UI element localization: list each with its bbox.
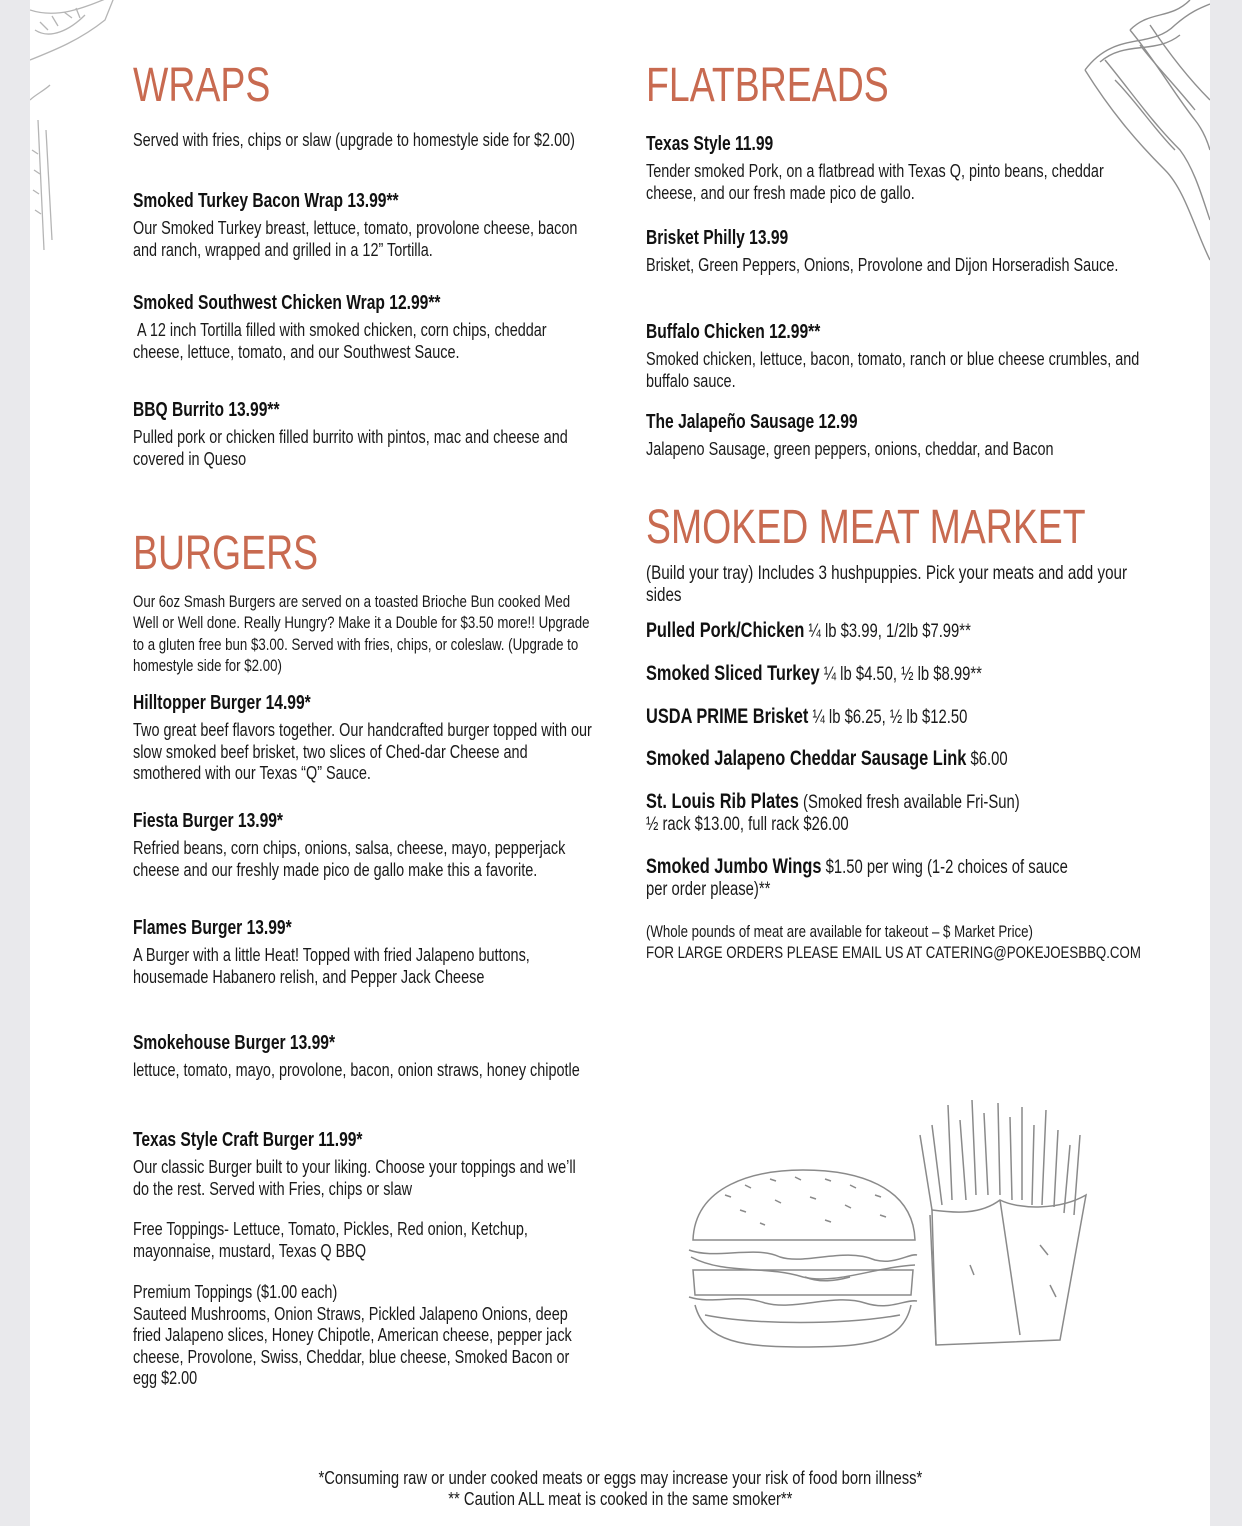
- menu-item: [133, 691, 592, 784]
- item-description: Two great beef flavors together. Our handcrafted burger topped with our slow smoked beef brisket, two slices of Ched-dar Cheese and smothered with our Texas “Q” Sauce.: [133, 719, 592, 783]
- item-name: Flames Burger 13.99*: [133, 917, 292, 939]
- premium-toppings: [133, 1281, 592, 1389]
- item-price: ¼ lb $3.99, 1/2lb $7.99**: [804, 621, 971, 642]
- fries-sketch-icon: [910, 1095, 1090, 1355]
- market-item: [646, 748, 1145, 771]
- market-item: [646, 856, 1145, 901]
- market-heading: SMOKED MEAT MARKET: [646, 501, 1086, 554]
- item-name: Smoked Jalapeno Cheddar Sausage Link: [646, 747, 967, 770]
- item-name: Pulled Pork/Chicken: [646, 619, 805, 642]
- wraps-heading: WRAPS: [133, 59, 271, 112]
- burgers-heading: BURGERS: [133, 527, 319, 580]
- item-price: $6.00: [966, 749, 1008, 770]
- premium-toppings-title: Premium Toppings ($1.00 each): [133, 1281, 338, 1302]
- market-intro: (Build your tray) Includes 3 hushpuppies. Pick your meats and add your sides: [646, 562, 1128, 606]
- item-description: Tender smoked Pork, on a flatbread with Texas Q, pinto beans, cheddar cheese, and our fresh made pico de gallo.: [646, 160, 1104, 203]
- item-name: Smokehouse Burger 13.99*: [133, 1032, 336, 1054]
- item-description: Our Smoked Turkey breast, lettuce, tomato, provolone cheese, bacon and ranch, wrapped and grilled in a 12” Tortilla.: [133, 217, 578, 260]
- item-price-line2: ½ rack $13.00, full rack $26.00: [646, 814, 849, 835]
- market-item: [646, 620, 1145, 643]
- market-item: [646, 791, 1145, 836]
- flatbreads-heading: FLATBREADS: [646, 59, 889, 112]
- item-name: Smoked Jumbo Wings: [646, 855, 822, 878]
- menu-item: [133, 916, 592, 987]
- item-description: Refried beans, corn chips, onions, salsa, cheese, mayo, pepperjack cheese and our freshly made pico de gallo make this a favorite.: [133, 837, 566, 880]
- menu-item: [646, 410, 1145, 460]
- market-note-catering: FOR LARGE ORDERS PLEASE EMAIL US AT CATERING@POKEJOESBBQ.COM: [646, 943, 1141, 962]
- item-description: Jalapeno Sausage, green peppers, onions, cheddar, and Bacon: [646, 438, 1054, 459]
- item-name: The Jalapeño Sausage 12.99: [646, 411, 858, 433]
- market-item: [646, 663, 1145, 686]
- footer-disclaimer: [30, 1467, 1210, 1510]
- item-name: Buffalo Chicken 12.99**: [646, 321, 821, 343]
- item-name: St. Louis Rib Plates: [646, 790, 799, 813]
- item-description: Pulled pork or chicken filled burrito with pintos, mac and cheese and covered in Queso: [133, 426, 568, 469]
- item-price: (Smoked fresh available Fri-Sun): [798, 792, 1020, 813]
- item-description: Our classic Burger built to your liking. Choose your toppings and we’ll do the rest. Served with Fries, chips or slaw: [133, 1156, 576, 1199]
- item-price-line2: per order please)**: [646, 879, 771, 900]
- menu-item: [646, 226, 1145, 276]
- market-notes: [646, 921, 1145, 963]
- item-name: Texas Style Craft Burger 11.99*: [133, 1129, 363, 1151]
- item-price: $1.50 per wing (1-2 choices of sauce: [821, 857, 1068, 878]
- item-description: Brisket, Green Peppers, Onions, Provolone and Dijon Horseradish Sauce.: [646, 254, 1119, 275]
- menu-page: [30, 0, 1210, 1526]
- item-name: USDA PRIME Brisket: [646, 705, 809, 728]
- item-name: Fiesta Burger 13.99*: [133, 810, 284, 832]
- item-description: A 12 inch Tortilla filled with smoked chicken, corn chips, cheddar cheese, lettuce, tomato, and our Southwest Sauce.: [133, 319, 551, 362]
- item-description: lettuce, tomato, mayo, provolone, bacon, onion straws, honey chipotle: [133, 1059, 580, 1080]
- menu-item: [133, 1031, 592, 1081]
- item-name: Smoked Turkey Bacon Wrap 13.99**: [133, 190, 399, 212]
- menu-item: [133, 1128, 592, 1199]
- item-description: Smoked chicken, lettuce, bacon, tomato, ranch or blue cheese crumbles, and buffalo sauce.: [646, 348, 1140, 391]
- market-note-takeout: (Whole pounds of meat are available for takeout – $ Market Price): [646, 922, 1033, 941]
- disclaimer-line-2: ** Caution ALL meat is cooked in the same smoker**: [447, 1488, 793, 1509]
- menu-item: [646, 132, 1145, 203]
- menu-item: [133, 809, 592, 880]
- market-item: [646, 706, 1145, 729]
- burgers-intro: Our 6oz Smash Burgers are served on a toasted Brioche Bun cooked Med Well or Well done. Really Hungry? Make it a Double for $3.50 more!! Upgrade to a gluten free bun $3.00. Served with fries, chips, or coleslaw. (Upgrade to homestyle side for $2.00): [133, 592, 590, 675]
- menu-item: [646, 320, 1145, 391]
- premium-toppings-list: Sauteed Mushrooms, Onion Straws, Pickled Jalapeno Onions, deep fried Jalapeno slices, Honey Chipotle, American cheese, pepper jack cheese, Provolone, Swiss, Cheddar, blue cheese, Smoked Bacon or egg $2.00: [133, 1302, 572, 1388]
- menu-item: [133, 291, 592, 362]
- burger-sketch-icon: [685, 1165, 920, 1355]
- wraps-intro: Served with fries, chips or slaw (upgrade to homestyle side for $2.00): [133, 129, 575, 150]
- item-name: Texas Style 11.99: [646, 133, 774, 155]
- item-name: Hilltopper Burger 14.99*: [133, 692, 311, 714]
- item-name: Smoked Southwest Chicken Wrap 12.99**: [133, 292, 441, 314]
- disclaimer-line-1: *Consuming raw or under cooked meats or eggs may increase your risk of food born illness*: [318, 1467, 922, 1488]
- item-name: Brisket Philly 13.99: [646, 227, 789, 249]
- item-price: ¼ lb $4.50, ½ lb $8.99**: [819, 664, 982, 685]
- menu-item: [133, 189, 592, 260]
- item-name: BBQ Burrito 13.99**: [133, 399, 280, 421]
- wrap-sketch-icon: [30, 0, 140, 260]
- menu-item: [133, 398, 592, 469]
- item-price: ¼ lb $6.25, ½ lb $12.50: [808, 707, 968, 728]
- item-name: Smoked Sliced Turkey: [646, 662, 820, 685]
- free-toppings: Free Toppings- Lettuce, Tomato, Pickles, Red onion, Ketchup, mayonnaise, mustard, Texas Q BBQ: [133, 1218, 528, 1261]
- item-description: A Burger with a little Heat! Topped with fried Jalapeno buttons, housemade Habanero relish, and Pepper Jack Cheese: [133, 944, 530, 987]
